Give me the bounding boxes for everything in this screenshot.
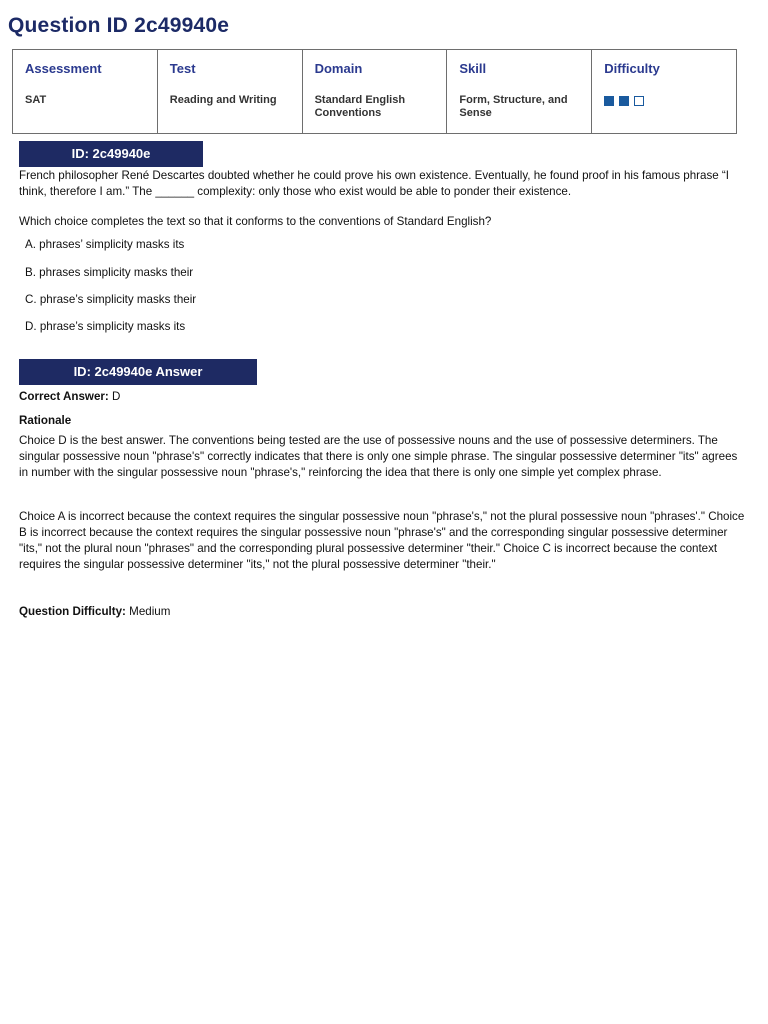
- choice-a: A. phrases’ simplicity masks its: [25, 238, 185, 251]
- question-prompt: Which choice completes the text so that it conforms to the conventions of Standard English?: [19, 215, 492, 228]
- difficulty-square-filled: [619, 96, 629, 106]
- meta-value-domain: Standard English Conventions: [314, 94, 406, 119]
- question-difficulty-line: [19, 604, 749, 620]
- correct-answer-label: Correct Answer:: [19, 390, 109, 403]
- meta-cell-assessment: [13, 50, 158, 134]
- correct-answer-value: D: [112, 390, 121, 403]
- question-difficulty-value: Medium: [129, 605, 171, 618]
- question-id-banner: ID: 2c49940e: [19, 141, 203, 167]
- meta-cell-difficulty: [592, 50, 737, 134]
- meta-value-test: Reading and Writing: [169, 94, 277, 106]
- choice-b: B. phrases simplicity masks their: [25, 266, 194, 279]
- question-difficulty-label: Question Difficulty:: [19, 605, 126, 618]
- rationale-heading: Rationale: [19, 414, 72, 427]
- meta-header-difficulty: Difficulty: [604, 61, 660, 76]
- meta-value-skill: Form, Structure, and Sense: [459, 94, 568, 119]
- difficulty-indicator: [604, 96, 736, 106]
- correct-answer-line: [19, 389, 749, 405]
- meta-header-assessment: Assessment: [25, 61, 102, 76]
- meta-cell-domain: [302, 50, 447, 134]
- rationale-paragraph-1: Choice D is the best answer. The conventions being tested are the use of possessive nouns and the use of possessive determiners. The singular possessive noun "phrase's" correctly indicates that there is only one simple phrase. The singular possessive determiner "its" agrees in number with the singular possessive noun "phrase's," reinforcing the idea that there is only one simple yet complex phrase.: [19, 434, 738, 479]
- meta-header-skill: Skill: [459, 61, 487, 76]
- choice-d: D. phrase’s simplicity masks its: [25, 320, 186, 333]
- question-meta-table: [12, 49, 737, 134]
- rationale-paragraph-2: Choice A is incorrect because the context requires the singular possessive noun "phrase's," not the plural possessive noun "phrases'." Choice B is incorrect because the context requires the singular possessive noun "phrase's" and the corresponding singular possessive determiner "its," not the plural noun "phrases" and the corresponding plural possessive determiner "their." Choice C is incorrect because the context requires the singular possessive determiner "its," not the plural possessive determiner "their.": [19, 510, 745, 571]
- page-title: Question ID 2c49940e: [8, 14, 230, 37]
- difficulty-square-filled: [604, 96, 614, 106]
- meta-value-assessment: SAT: [25, 94, 47, 106]
- meta-header-domain: Domain: [314, 61, 363, 76]
- meta-cell-skill: [447, 50, 592, 134]
- question-passage: French philosopher René Descartes doubted whether he could prove his own existence. Eventually, he found proof in his famous phrase “I think, therefore I am.” The ______ complexity: only those who exist would be able to ponder their existence.: [19, 169, 729, 198]
- meta-header-test: Test: [169, 61, 196, 76]
- answer-id-banner: ID: 2c49940e Answer: [19, 359, 257, 385]
- choice-c: C. phrase’s simplicity masks their: [25, 293, 197, 306]
- meta-cell-test: [157, 50, 302, 134]
- difficulty-square-empty: [634, 96, 644, 106]
